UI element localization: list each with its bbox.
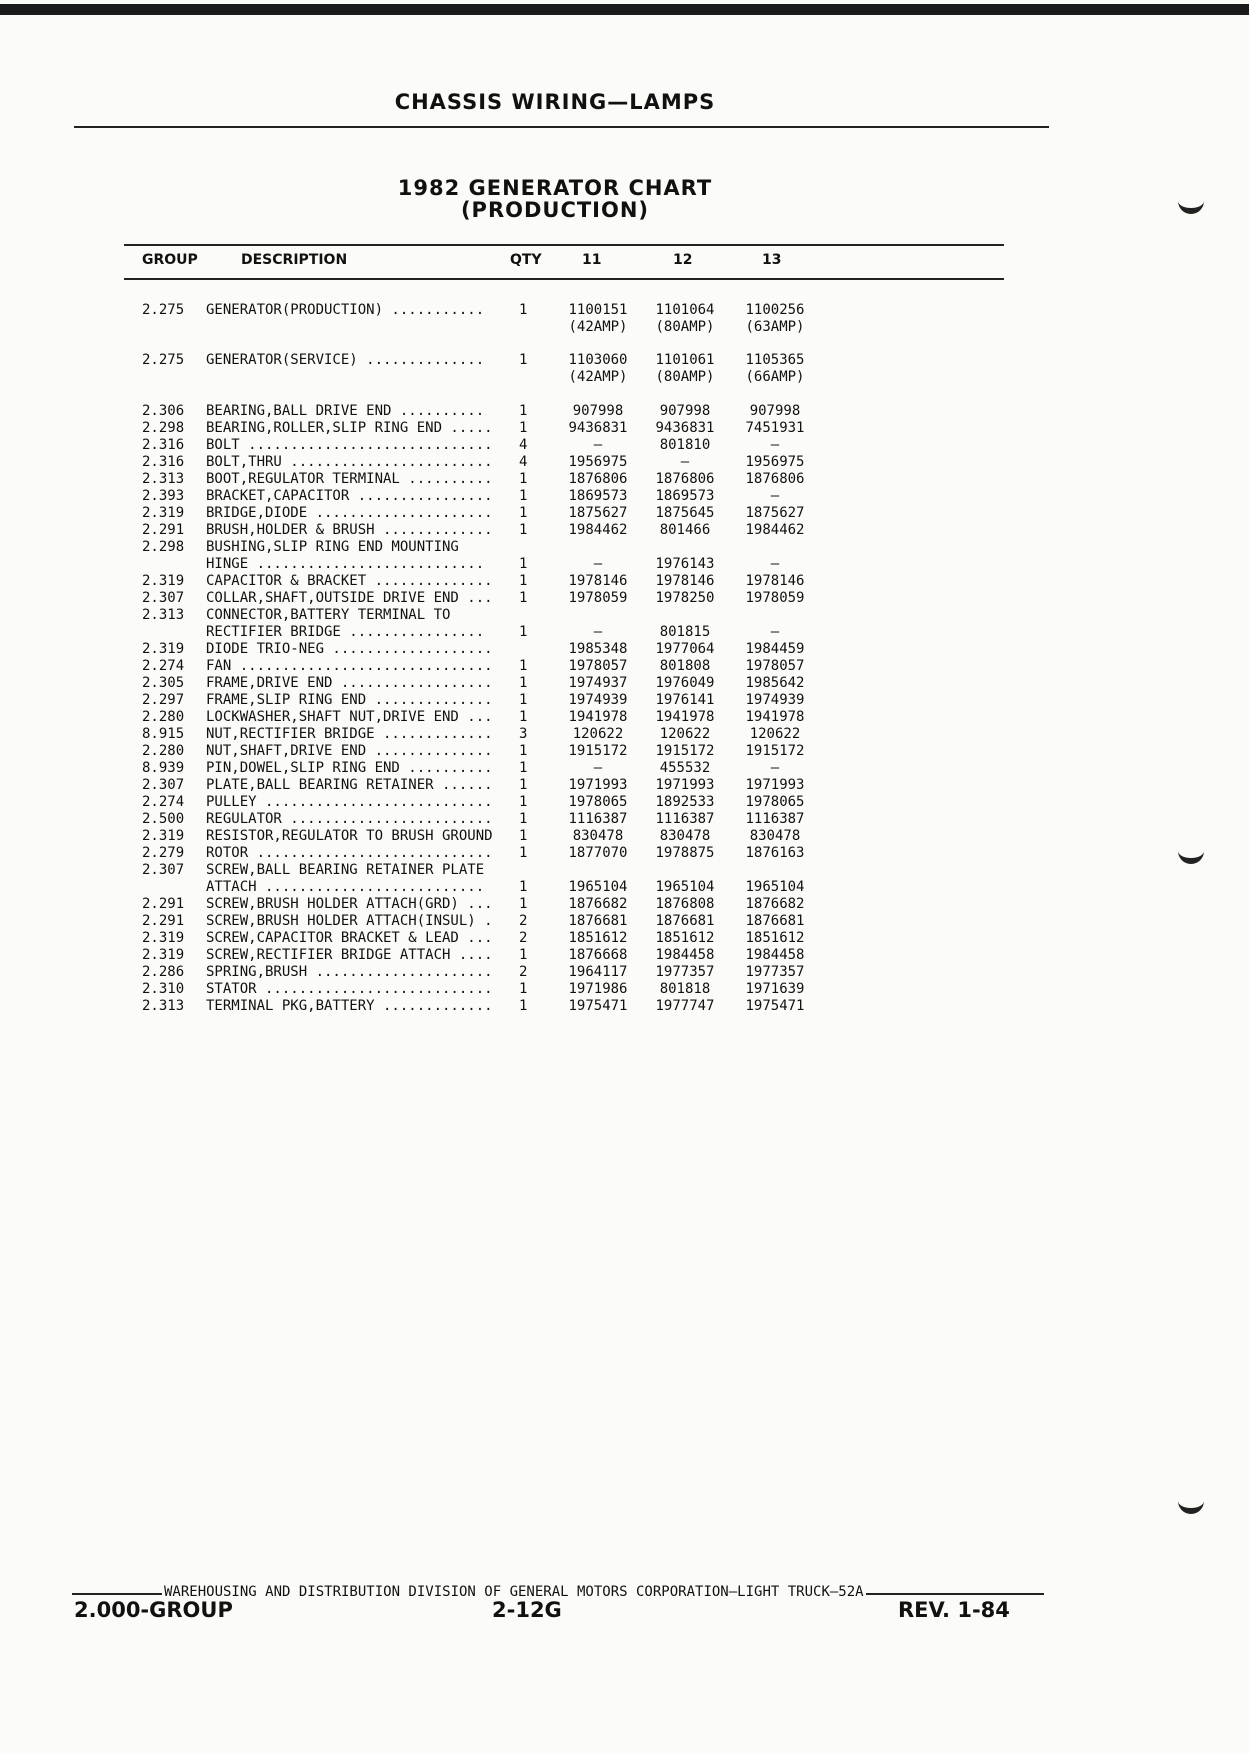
- cell-col-11: 1975471: [568, 998, 628, 1014]
- cell-group: 2.316: [142, 454, 185, 470]
- cell-group: 2.393: [142, 488, 185, 504]
- cell-col-12: 801808: [659, 658, 711, 674]
- cell-col-12: 9436831: [655, 420, 715, 436]
- cell-col-12: 455532: [659, 760, 711, 776]
- cell-col-11: 1869573: [568, 488, 628, 504]
- cell-col-11: 1978059: [568, 590, 628, 606]
- cell-qty: 1: [519, 692, 528, 708]
- cell-col-12: 1941978: [655, 709, 715, 725]
- cell-col-13: 120622: [749, 726, 801, 742]
- cell-col-12: 1965104: [655, 879, 715, 895]
- cell-qty: 1: [519, 522, 528, 538]
- cell-group: 2.274: [142, 794, 185, 810]
- cell-qty: 1: [519, 403, 528, 419]
- cell-qty: 1: [519, 624, 528, 640]
- cell-col-13: 1116387: [745, 811, 805, 827]
- table-top-rule: [124, 244, 1004, 246]
- cell-col-12: (80AMP): [655, 369, 715, 385]
- cell-col-11: 1877070: [568, 845, 628, 861]
- cell-description: STATOR ...........................: [206, 981, 493, 997]
- cell-col-12: 801810: [659, 437, 711, 453]
- cell-qty: 1: [519, 998, 528, 1014]
- cell-col-12: 1984458: [655, 947, 715, 963]
- cell-group: 2.319: [142, 641, 185, 657]
- cell-col-11: 1974937: [568, 675, 628, 691]
- cell-description: FRAME,DRIVE END ..................: [206, 675, 493, 691]
- cell-col-13: 1915172: [745, 743, 805, 759]
- cell-qty: 1: [519, 302, 528, 318]
- cell-qty: 2: [519, 964, 528, 980]
- cell-col-11: 1965104: [568, 879, 628, 895]
- column-header-description: DESCRIPTION: [241, 252, 348, 268]
- cell-group: 2.297: [142, 692, 185, 708]
- cell-col-12: 1876806: [655, 471, 715, 487]
- column-header-11: 11: [582, 252, 602, 268]
- cell-description: CAPACITOR & BRACKET ..............: [206, 573, 493, 589]
- cell-col-12: 120622: [659, 726, 711, 742]
- cell-col-13: 1984459: [745, 641, 805, 657]
- cell-col-11: 1974939: [568, 692, 628, 708]
- chart-subtitle: (PRODUCTION): [460, 198, 650, 222]
- cell-group: 2.298: [142, 539, 185, 555]
- cell-col-13: 1851612: [745, 930, 805, 946]
- cell-group: 2.291: [142, 522, 185, 538]
- cell-description: TERMINAL PKG,BATTERY .............: [206, 998, 493, 1014]
- cell-col-11: 1964117: [568, 964, 628, 980]
- cell-col-11: —: [593, 556, 603, 572]
- cell-group: 2.313: [142, 998, 185, 1014]
- footer-page-number: 2-12G: [492, 1598, 562, 1622]
- cell-group: 2.291: [142, 896, 185, 912]
- cell-col-11: 1978065: [568, 794, 628, 810]
- cell-qty: 1: [519, 794, 528, 810]
- cell-qty: 1: [519, 471, 528, 487]
- cell-qty: 1: [519, 845, 528, 861]
- cell-group: 2.306: [142, 403, 185, 419]
- section-title: CHASSIS WIRING—LAMPS: [394, 90, 716, 114]
- cell-group: 2.313: [142, 471, 185, 487]
- cell-col-11: 1956975: [568, 454, 628, 470]
- cell-col-13: —: [770, 556, 780, 572]
- cell-qty: 1: [519, 777, 528, 793]
- cell-col-11: 1851612: [568, 930, 628, 946]
- cell-col-13: 1876682: [745, 896, 805, 912]
- cell-group: 2.279: [142, 845, 185, 861]
- cell-description: COLLAR,SHAFT,OUTSIDE DRIVE END ...: [206, 590, 493, 606]
- cell-col-12: 801815: [659, 624, 711, 640]
- cell-description: SCREW,BRUSH HOLDER ATTACH(INSUL) .: [206, 913, 493, 929]
- cell-group: 2.274: [142, 658, 185, 674]
- cell-description: BRIDGE,DIODE .....................: [206, 505, 493, 521]
- cell-description: RECTIFIER BRIDGE ................: [206, 624, 485, 640]
- cell-group: 2.319: [142, 828, 185, 844]
- cell-qty: 1: [519, 709, 528, 725]
- cell-description: ATTACH ..........................: [206, 879, 485, 895]
- cell-group: 2.319: [142, 947, 185, 963]
- cell-description: CONNECTOR,BATTERY TERMINAL TO: [206, 607, 451, 623]
- cell-description: FAN ..............................: [206, 658, 493, 674]
- cell-col-11: 1876806: [568, 471, 628, 487]
- cell-description: PLATE,BALL BEARING RETAINER ......: [206, 777, 493, 793]
- cell-col-13: 1876806: [745, 471, 805, 487]
- cell-group: 2.319: [142, 930, 185, 946]
- cell-qty: 1: [519, 675, 528, 691]
- cell-col-13: 1971993: [745, 777, 805, 793]
- cell-col-13: 1985642: [745, 675, 805, 691]
- cell-description: BUSHING,SLIP RING END MOUNTING: [206, 539, 459, 555]
- cell-col-11: 1984462: [568, 522, 628, 538]
- cell-col-12: 1978875: [655, 845, 715, 861]
- cell-qty: 1: [519, 828, 528, 844]
- cell-group: 2.280: [142, 709, 185, 725]
- cell-col-12: 1976049: [655, 675, 715, 691]
- cell-description: BRUSH,HOLDER & BRUSH .............: [206, 522, 493, 538]
- cell-qty: 1: [519, 760, 528, 776]
- cell-col-13: —: [770, 624, 780, 640]
- cell-col-11: 1971986: [568, 981, 628, 997]
- cell-group: 8.915: [142, 726, 185, 742]
- cell-col-13: 1965104: [745, 879, 805, 895]
- cell-col-13: 1978059: [745, 590, 805, 606]
- column-header-qty: QTY: [510, 252, 542, 268]
- cell-col-12: 1978250: [655, 590, 715, 606]
- chart-title: 1982 GENERATOR CHART: [397, 176, 713, 200]
- cell-qty: 2: [519, 930, 528, 946]
- cell-col-12: (80AMP): [655, 319, 715, 335]
- cell-qty: 1: [519, 658, 528, 674]
- column-header-12: 12: [673, 252, 693, 268]
- cell-col-12: 1977747: [655, 998, 715, 1014]
- section-rule: [74, 126, 1049, 128]
- cell-col-13: 1974939: [745, 692, 805, 708]
- cell-qty: 4: [519, 437, 528, 453]
- cell-col-13: —: [770, 760, 780, 776]
- cell-description: HINGE ...........................: [206, 556, 485, 572]
- cell-col-13: 1977357: [745, 964, 805, 980]
- binder-hole-mark: [1178, 1488, 1204, 1514]
- cell-col-11: 1100151: [568, 302, 628, 318]
- cell-group: 2.305: [142, 675, 185, 691]
- cell-description: PULLEY ...........................: [206, 794, 493, 810]
- cell-qty: 1: [519, 896, 528, 912]
- cell-description: NUT,SHAFT,DRIVE END ..............: [206, 743, 493, 759]
- cell-col-11: (42AMP): [568, 369, 628, 385]
- cell-description: NUT,RECTIFIER BRIDGE .............: [206, 726, 493, 742]
- cell-group: 2.310: [142, 981, 185, 997]
- cell-description: REGULATOR ........................: [206, 811, 493, 827]
- cell-group: 2.307: [142, 862, 185, 878]
- cell-description: SCREW,RECTIFIER BRIDGE ATTACH ....: [206, 947, 493, 963]
- cell-col-12: 1101064: [655, 302, 715, 318]
- cell-qty: 1: [519, 505, 528, 521]
- cell-description: BOLT .............................: [206, 437, 493, 453]
- cell-col-12: 801818: [659, 981, 711, 997]
- column-header-group: GROUP: [142, 252, 198, 268]
- cell-col-12: 1977357: [655, 964, 715, 980]
- cell-col-13: 1956975: [745, 454, 805, 470]
- cell-col-11: 1876668: [568, 947, 628, 963]
- cell-col-11: 1978146: [568, 573, 628, 589]
- cell-col-11: 907998: [572, 403, 624, 419]
- cell-col-12: 1976141: [655, 692, 715, 708]
- cell-description: BEARING,ROLLER,SLIP RING END .....: [206, 420, 493, 436]
- cell-col-11: 1876681: [568, 913, 628, 929]
- cell-col-12: —: [680, 454, 690, 470]
- cell-col-13: 1978057: [745, 658, 805, 674]
- cell-group: 2.319: [142, 573, 185, 589]
- cell-col-13: 1984462: [745, 522, 805, 538]
- cell-group: 2.275: [142, 352, 185, 368]
- cell-col-13: 1876681: [745, 913, 805, 929]
- cell-col-13: 1971639: [745, 981, 805, 997]
- cell-col-12: 1851612: [655, 930, 715, 946]
- cell-col-12: 1892533: [655, 794, 715, 810]
- cell-qty: 1: [519, 420, 528, 436]
- cell-col-13: 1941978: [745, 709, 805, 725]
- cell-description: RESISTOR,REGULATOR TO BRUSH GROUND: [206, 828, 493, 844]
- cell-col-11: 1875627: [568, 505, 628, 521]
- cell-group: 2.286: [142, 964, 185, 980]
- cell-col-11: 1915172: [568, 743, 628, 759]
- cell-col-13: (66AMP): [745, 369, 805, 385]
- cell-group: 2.291: [142, 913, 185, 929]
- cell-description: SCREW,BRUSH HOLDER ATTACH(GRD) ...: [206, 896, 493, 912]
- cell-group: 2.319: [142, 505, 185, 521]
- cell-qty: 1: [519, 590, 528, 606]
- cell-description: ROTOR ............................: [206, 845, 493, 861]
- cell-col-11: 1116387: [568, 811, 628, 827]
- cell-qty: 3: [519, 726, 528, 742]
- cell-col-12: 1978146: [655, 573, 715, 589]
- cell-col-12: 1101061: [655, 352, 715, 368]
- cell-description: BRACKET,CAPACITOR ................: [206, 488, 493, 504]
- cell-col-11: 830478: [572, 828, 624, 844]
- cell-description: SPRING,BRUSH .....................: [206, 964, 493, 980]
- cell-description: GENERATOR(PRODUCTION) ...........: [206, 302, 485, 318]
- cell-qty: 1: [519, 947, 528, 963]
- cell-col-13: —: [770, 488, 780, 504]
- cell-description: PIN,DOWEL,SLIP RING END ..........: [206, 760, 493, 776]
- cell-qty: 4: [519, 454, 528, 470]
- cell-col-12: 1875645: [655, 505, 715, 521]
- cell-col-12: 1915172: [655, 743, 715, 759]
- cell-col-13: 1984458: [745, 947, 805, 963]
- cell-description: BOLT,THRU ........................: [206, 454, 493, 470]
- cell-col-11: 1985348: [568, 641, 628, 657]
- cell-col-13: 7451931: [745, 420, 805, 436]
- cell-col-11: 1941978: [568, 709, 628, 725]
- cell-col-11: 1876682: [568, 896, 628, 912]
- cell-description: GENERATOR(SERVICE) ..............: [206, 352, 485, 368]
- column-header-13: 13: [762, 252, 782, 268]
- cell-col-12: 1869573: [655, 488, 715, 504]
- cell-col-12: 1977064: [655, 641, 715, 657]
- cell-col-11: —: [593, 624, 603, 640]
- cell-description: BEARING,BALL DRIVE END ..........: [206, 403, 485, 419]
- cell-col-11: (42AMP): [568, 319, 628, 335]
- cell-col-13: 1978146: [745, 573, 805, 589]
- cell-qty: 1: [519, 556, 528, 572]
- cell-col-12: 1116387: [655, 811, 715, 827]
- cell-col-13: 1100256: [745, 302, 805, 318]
- cell-group: 2.298: [142, 420, 185, 436]
- table-header-rule: [124, 278, 1004, 280]
- cell-col-12: 1876681: [655, 913, 715, 929]
- cell-col-13: 1875627: [745, 505, 805, 521]
- cell-group: 8.939: [142, 760, 185, 776]
- cell-qty: 1: [519, 352, 528, 368]
- cell-qty: 1: [519, 488, 528, 504]
- cell-col-12: 801466: [659, 522, 711, 538]
- cell-group: 2.307: [142, 590, 185, 606]
- cell-qty: 1: [519, 573, 528, 589]
- cell-group: 2.313: [142, 607, 185, 623]
- footer-group: 2.000-GROUP: [74, 1598, 233, 1622]
- footer-revision: REV. 1-84: [898, 1598, 1010, 1622]
- cell-group: 2.500: [142, 811, 185, 827]
- binder-hole-mark: [1178, 838, 1204, 864]
- cell-group: 2.307: [142, 777, 185, 793]
- cell-col-13: —: [770, 437, 780, 453]
- cell-col-11: —: [593, 760, 603, 776]
- cell-col-11: 9436831: [568, 420, 628, 436]
- binder-hole-mark: [1178, 188, 1204, 214]
- cell-description: SCREW,CAPACITOR BRACKET & LEAD ...: [206, 930, 493, 946]
- cell-qty: 1: [519, 811, 528, 827]
- cell-col-12: 1876808: [655, 896, 715, 912]
- cell-qty: 1: [519, 743, 528, 759]
- cell-group: 2.275: [142, 302, 185, 318]
- footer-publisher-text: WAREHOUSING AND DISTRIBUTION DIVISION OF GENERAL MOTORS CORPORATION—LIGHT TRUCK—52A: [164, 1584, 864, 1600]
- cell-col-11: 120622: [572, 726, 624, 742]
- cell-col-12: 1971993: [655, 777, 715, 793]
- cell-description: SCREW,BALL BEARING RETAINER PLATE: [206, 862, 485, 878]
- cell-group: 2.280: [142, 743, 185, 759]
- cell-col-13: 907998: [749, 403, 801, 419]
- cell-col-11: 1103060: [568, 352, 628, 368]
- cell-col-12: 830478: [659, 828, 711, 844]
- cell-col-13: (63AMP): [745, 319, 805, 335]
- top-edge-bar: [0, 4, 1249, 15]
- cell-col-13: 1105365: [745, 352, 805, 368]
- cell-qty: 1: [519, 879, 528, 895]
- cell-col-12: 907998: [659, 403, 711, 419]
- cell-col-13: 1975471: [745, 998, 805, 1014]
- cell-qty: 1: [519, 981, 528, 997]
- cell-group: 2.316: [142, 437, 185, 453]
- cell-col-13: 830478: [749, 828, 801, 844]
- cell-col-13: 1876163: [745, 845, 805, 861]
- cell-description: BOOT,REGULATOR TERMINAL ..........: [206, 471, 493, 487]
- cell-col-11: 1978057: [568, 658, 628, 674]
- cell-description: FRAME,SLIP RING END ..............: [206, 692, 493, 708]
- cell-description: LOCKWASHER,SHAFT NUT,DRIVE END ...: [206, 709, 493, 725]
- cell-col-11: 1971993: [568, 777, 628, 793]
- cell-col-13: 1978065: [745, 794, 805, 810]
- cell-qty: 2: [519, 913, 528, 929]
- cell-col-11: —: [593, 437, 603, 453]
- cell-col-12: 1976143: [655, 556, 715, 572]
- cell-description: DIODE TRIO-NEG ...................: [206, 641, 493, 657]
